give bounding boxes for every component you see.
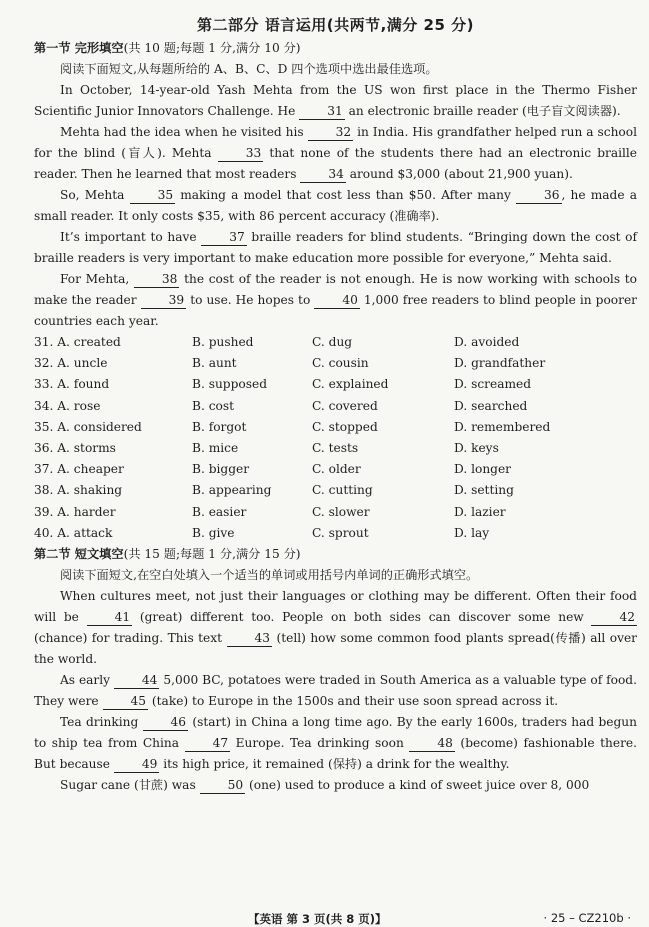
passage-text: Sugar cane (甘蔗) was: [60, 778, 200, 793]
passage-text: (one) used to produce a kind of sweet juice over 8, 000: [245, 778, 590, 793]
answer-blank: 45: [103, 694, 149, 710]
passage-text: 1,000 free readers to blind people in poorer countries each year.: [34, 293, 638, 328]
option-item: B. supposed: [192, 377, 268, 392]
passage-text: (take) to Europe in the 1500s and their use soon spread across it.: [148, 694, 559, 709]
passage2-paragraph: [34, 775, 637, 796]
option-item: 40. A. attack: [34, 525, 113, 540]
option-item: C. cousin: [312, 356, 369, 371]
passage-text: (chance) for trading. This text: [34, 631, 227, 646]
section1-heading: [34, 38, 637, 59]
option-item: B. pushed: [192, 335, 254, 349]
passage2-paragraph: [34, 670, 637, 712]
answer-blank: 46: [143, 715, 189, 731]
options-grid: [34, 332, 637, 544]
passage1-paragraph: [34, 185, 637, 227]
option-item: D. searched: [454, 398, 528, 413]
option-item: 31. A. created: [34, 335, 121, 349]
passage-text: (tell) how some common food plants spread(传播) all over the world.: [34, 631, 637, 667]
passage-text: 5,000 BC, potatoes were traded in South America as a valuable type of food. They were: [34, 673, 637, 709]
passage-text: braille readers for blind students. “Bringing down the cost of braille readers is very important to make education more possible for everyone,” Mehta said.: [34, 230, 637, 265]
passage1-paragraph: [34, 80, 637, 122]
passage-text: So, Mehta: [60, 188, 130, 202]
answer-blank: 35: [130, 188, 176, 204]
option-item: C. explained: [312, 377, 389, 392]
passage-text: , he made a small reader. It only costs $35, with 86 percent accuracy (准确率).: [34, 188, 637, 223]
section2-instruction: 阅读下面短文,在空白处填入一个适当的单词或用括号内单词的正确形式填空。: [60, 568, 479, 583]
option-item: 38. A. shaking: [34, 483, 123, 498]
option-item: C. older: [312, 462, 361, 477]
passage-text: the cost of the reader is not enough. He is now working with schools to make the reader: [34, 272, 637, 307]
option-item: B. give: [192, 525, 235, 540]
section1-note: (共 10 题;每题 1 分,满分 10 分): [123, 41, 301, 55]
option-item: C. stopped: [312, 419, 378, 434]
option-item: 36. A. storms: [34, 441, 116, 456]
option-item: D. remembered: [454, 419, 551, 434]
option-item: D. avoided: [454, 335, 520, 349]
passage-text: Tea drinking: [60, 715, 143, 730]
option-item: D. setting: [454, 483, 514, 498]
answer-blank: 43: [227, 631, 273, 647]
answer-blank: 41: [87, 610, 133, 626]
option-item: 37. A. cheaper: [34, 462, 124, 477]
passage-text: that none of the students there had an electronic braille reader. Then he learned that most readers: [34, 146, 637, 181]
answer-blank: 36: [516, 188, 562, 204]
answer-blank: 47: [185, 736, 231, 752]
passage-text: It’s important to have: [60, 230, 202, 244]
option-item: 34. A. rose: [34, 398, 101, 413]
passage-text: For Mehta,: [60, 272, 134, 286]
option-item: 32. A. uncle: [34, 356, 108, 371]
option-item: C. tests: [312, 441, 359, 456]
answer-blank: 37: [201, 230, 247, 246]
passage2-paragraph: [34, 586, 637, 670]
option-item: D. grandfather: [454, 356, 546, 371]
option-item: B. forgot: [192, 419, 247, 434]
answer-blank: 48: [409, 736, 455, 752]
option-item: B. bigger: [192, 462, 250, 477]
passage1-paragraph: [34, 227, 637, 269]
passage-text: to use. He hopes to: [186, 293, 315, 307]
option-item: 33. A. found: [34, 377, 110, 392]
option-item: B. mice: [192, 441, 239, 456]
passage-text: Mehta had the idea when he visited his: [60, 125, 308, 139]
passage-text: Europe. Tea drinking soon: [230, 736, 410, 751]
option-item: D. lay: [454, 525, 490, 540]
passage-text: As early: [60, 673, 114, 688]
passage-text: In October, 14-year-old Yash Mehta from the US won first place in the Thermo Fisher Scientific Junior Innovators Challenge. He: [34, 83, 637, 118]
passage-text: its high price, it remained (保持) a drink for the wealthy.: [159, 757, 510, 772]
option-item: C. cutting: [312, 483, 373, 498]
passage-text: in India. His grandfather helped run a school for the blind (盲人). Mehta: [34, 125, 637, 160]
passage2-paragraph: [34, 712, 637, 775]
answer-blank: 49: [114, 757, 160, 773]
passage-text: When cultures meet, not just their languages or clothing may be different. Often their food will be: [34, 589, 637, 625]
answer-blank: 31: [299, 104, 345, 120]
option-item: B. easier: [192, 504, 247, 519]
part-title: 第二部分 语言运用(共两节,满分 25 分): [197, 16, 474, 34]
option-item: B. appearing: [192, 483, 272, 498]
section2-note: (共 15 题;每题 1 分,满分 15 分): [123, 547, 301, 562]
passage-text: (great) different too. People on both sides can discover some new: [132, 610, 592, 625]
option-item: D. screamed: [454, 377, 532, 392]
option-item: 35. A. considered: [34, 419, 142, 434]
footer-code: · 25 – CZ210b ·: [543, 911, 631, 925]
passage-text: (start) in China a long time ago. By the early 1600s, traders had begun to ship tea from China: [34, 715, 637, 751]
option-item: C. sprout: [312, 525, 369, 540]
answer-blank: 39: [141, 293, 187, 309]
option-item: B. cost: [192, 398, 235, 413]
passage-text: an electronic braille reader (电子盲文阅读器).: [344, 104, 621, 118]
option-item: D. lazier: [454, 504, 506, 519]
section2-heading: [34, 544, 637, 565]
answer-blank: 38: [134, 272, 180, 288]
option-item: 39. A. harder: [34, 504, 116, 519]
passage-text: (become) fashionable there. But because: [34, 736, 637, 772]
answer-blank: 32: [308, 125, 354, 141]
option-item: D. keys: [454, 441, 499, 456]
section1-instruction: 阅读下面短文,从每题所给的 A、B、C、D 四个选项中选出最佳选项。: [60, 62, 438, 76]
answer-blank: 34: [300, 167, 346, 183]
footer-page-info: 【英语 第 3 页(共 8 页)】: [248, 912, 387, 926]
passage1-paragraph: [34, 122, 637, 185]
answer-blank: 33: [218, 146, 264, 162]
answer-blank: 50: [200, 778, 246, 794]
answer-blank: 44: [114, 673, 160, 689]
option-item: B. aunt: [192, 356, 237, 371]
answer-blank: 40: [314, 293, 360, 309]
option-item: C. dug: [312, 335, 353, 349]
section2-title: 第二节 短文填空: [34, 547, 124, 562]
passage-text: making a model that cost less than $50. After many: [175, 188, 516, 202]
section1-title: 第一节 完形填空: [34, 41, 124, 55]
passage1-paragraph: [34, 269, 637, 332]
answer-blank: 42: [591, 610, 637, 626]
option-item: C. covered: [312, 398, 378, 413]
passage-text: around $3,000 (about 21,900 yuan).: [345, 167, 573, 181]
option-item: C. slower: [312, 504, 370, 519]
option-item: D. longer: [454, 462, 512, 477]
